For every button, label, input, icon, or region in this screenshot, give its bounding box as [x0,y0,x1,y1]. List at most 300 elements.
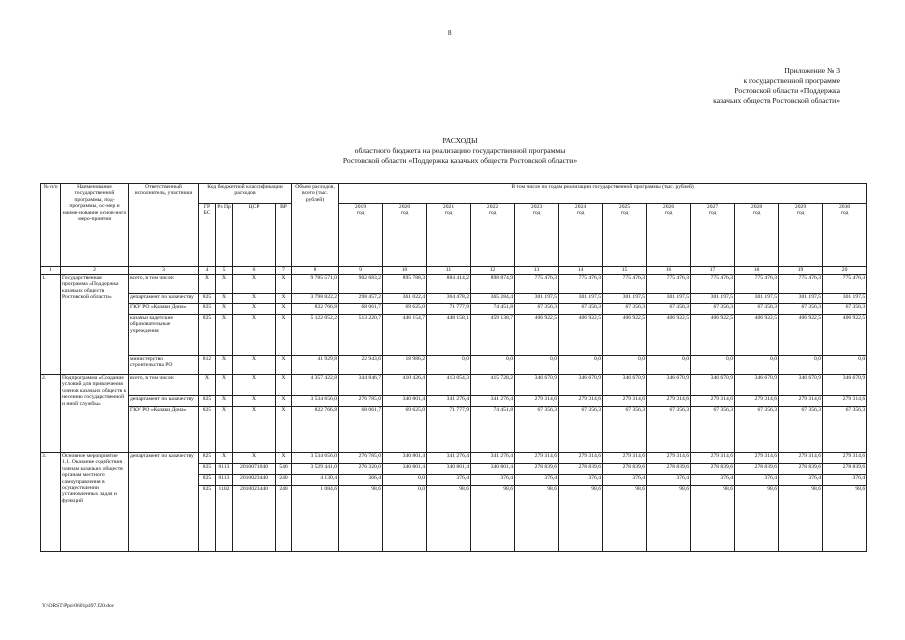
cell-year-value: 376,4 [603,475,647,486]
header-rzpr: Рз Пр [216,204,233,267]
cell-total: 5 122 052,2 [292,315,339,356]
cell-year-value: 775 476,3 [691,275,735,294]
cell-year-value: 0,0 [383,475,427,486]
column-index: 12 [471,267,515,275]
title-line: областного бюджета на реализацию государственной программы [354,146,566,155]
table-row [41,294,867,304]
appendix-line: казачьих обществ Ростовской области» [713,96,840,105]
cell-year-value: 346 670,9 [559,375,603,396]
cell-year-value: 301 197,5 [647,294,691,304]
column-index: 9 [339,267,383,275]
cell-year-value: 279 314,6 [603,396,647,407]
cell-year-value: 67 356,3 [691,407,735,453]
column-index: 10 [383,267,427,275]
column-index: 6 [233,267,276,275]
cell-vr: 240 [276,486,292,552]
cell-year-value: 279 314,6 [515,396,559,407]
year-number: 2024 [574,204,587,210]
cell-total: 9 785 571,0 [292,275,339,294]
cell-total: 3 534 656,0 [292,453,339,464]
cell-num: 2. [41,375,61,453]
cell-year-value: 415 728,2 [471,375,515,396]
cell-executor: департамент по казачеству [129,396,199,407]
column-index: 17 [691,267,735,275]
title-line: Ростовской области «Поддержка казачьих обществ Ростовской области» [342,156,578,165]
cell-year-value: 448 158,1 [427,315,471,356]
cell-year-value: 376,4 [691,475,735,486]
cell-rzpr: Х [216,315,233,356]
cell-csr: 2010071040 [233,464,276,475]
cell-year-value: 74 451,8 [471,407,515,453]
cell-grbs: 825 [199,407,216,453]
header-row [41,184,867,204]
cell-year-value: 0,0 [471,356,515,375]
cell-csr: Х [233,315,276,356]
table-row [41,315,867,356]
cell-year-value: 376,4 [779,475,823,486]
column-index: 7 [276,267,292,275]
cell-vr: Х [276,396,292,407]
cell-csr: Х [233,375,276,396]
document-title [250,136,670,166]
year-number: 2028 [750,204,763,210]
cell-year-value: 513 220,7 [339,315,383,356]
cell-year-value: 279 314,6 [603,453,647,464]
year-number: 2023 [530,204,543,210]
cell-year-value: 406 922,5 [559,315,603,356]
cell-year-value: 98,6 [471,486,515,552]
cell-year-value: 278 839,6 [691,464,735,475]
column-index: 1 [41,267,61,275]
cell-year-value: 98,6 [339,486,383,552]
cell-total: 3 798 822,2 [292,294,339,304]
cell-year-value: 346 670,9 [823,375,867,396]
column-index: 18 [735,267,779,275]
cell-year-value: 98,6 [559,486,603,552]
cell-total: 822 766,8 [292,407,339,453]
cell-year-value: 301 197,5 [823,294,867,304]
cell-year-value: 279 314,6 [515,453,559,464]
cell-vr: Х [276,375,292,396]
cell-grbs: 825 [199,396,216,407]
cell-year-value: 298 457,2 [339,294,383,304]
appendix-line: к государственной программе [743,76,840,85]
cell-year-value: 301 197,5 [691,294,735,304]
cell-year-value: 279 314,6 [691,453,735,464]
cell-year-value: 361 022,4 [383,294,427,304]
cell-rzpr: Х [216,396,233,407]
cell-year-value: 376,4 [559,475,603,486]
file-path-footer: Y:\ORST\Ppo\0601p497.f20.doc [42,603,115,609]
cell-year-value: 0,0 [779,356,823,375]
cell-year-value: 98,6 [427,486,471,552]
year-suffix: год [752,210,761,217]
cell-year-value: 346 670,9 [603,375,647,396]
header-csr: ЦСР [233,204,276,267]
header-year [779,204,823,267]
cell-year-value: 406 922,5 [823,315,867,356]
cell-num: 1. [41,275,61,375]
cell-year-value: 775 476,3 [735,275,779,294]
cell-csr: Х [233,453,276,464]
year-number: 2022 [486,204,499,210]
cell-year-value: 74 451,8 [471,304,515,315]
page-number: 8 [448,29,452,37]
cell-year-value: 98,6 [691,486,735,552]
cell-year-value: 67 356,3 [559,407,603,453]
column-index: 3 [129,267,199,275]
cell-year-value: 0,0 [427,356,471,375]
cell-csr: 2010023440 [233,475,276,486]
header-year [515,204,559,267]
cell-year-value: 278 839,6 [779,464,823,475]
column-index: 15 [603,267,647,275]
cell-year-value: 895 788,3 [383,275,427,294]
column-index: 14 [559,267,603,275]
cell-rzpr: 1102 [216,486,233,552]
cell-year-value: 279 314,6 [559,453,603,464]
cell-grbs: 825 [199,294,216,304]
column-index: 2 [61,267,129,275]
year-number: 2021 [442,204,455,210]
cell-vr: Х [276,356,292,375]
cell-year-value: 340 801,4 [383,396,427,407]
header-code: Код бюджетной классификации расходов [199,184,292,204]
cell-vr: 540 [276,464,292,475]
cell-year-value: 376,4 [647,475,691,486]
cell-executor: казачьи кадетские образовательные учреждения [129,315,199,356]
cell-total: 822 766,8 [292,304,339,315]
cell-grbs: 825 [199,315,216,356]
cell-grbs: Х [199,275,216,294]
cell-year-value: 341 276,4 [471,396,515,407]
cell-year-value: 0,0 [603,356,647,375]
cell-year-value: 279 314,6 [779,396,823,407]
header-year [647,204,691,267]
cell-vr: Х [276,275,292,294]
cell-rzpr: Х [216,304,233,315]
cell-year-value: 775 476,3 [603,275,647,294]
year-suffix: год [444,210,453,217]
cell-num: 3. [41,453,61,552]
table-row [41,304,867,315]
cell-year-value: 365 284,4 [471,294,515,304]
cell-grbs: 825 [199,475,216,486]
table-row [41,356,867,375]
cell-year-value: 376,4 [735,475,779,486]
header-num: № п/п [41,184,61,267]
year-number: 2030 [838,204,851,210]
cell-year-value: 346 670,9 [691,375,735,396]
cell-year-value: 278 839,6 [603,464,647,475]
cell-year-value: 0,0 [515,356,559,375]
cell-vr: 240 [276,475,292,486]
title-line: РАСХОДЫ [442,136,478,145]
cell-year-value: 406 922,5 [647,315,691,356]
cell-executor: министерство строительства РО [129,356,199,375]
appendix-line: Приложение № 3 [784,66,840,75]
cell-year-value: 898 874,9 [471,275,515,294]
cell-subprogram-name: Подпрограмма «Создание условий для привлечения членов казачьих обществ к несению государственной и иной службы» [61,375,129,453]
cell-year-value: 346 670,9 [647,375,691,396]
cell-year-value: 301 197,5 [603,294,647,304]
cell-year-value: 0,0 [823,356,867,375]
table-row [41,396,867,407]
cell-year-value: 459 138,7 [471,315,515,356]
cell-year-value: 67 356,3 [559,304,603,315]
cell-rzpr: Х [216,375,233,396]
cell-year-value: 67 356,3 [735,304,779,315]
cell-year-value: 279 314,6 [691,396,735,407]
year-suffix: год [796,210,805,217]
cell-year-value: 71 777,9 [427,304,471,315]
year-suffix: год [356,210,365,217]
header-year [471,204,515,267]
header-year [735,204,779,267]
cell-year-value: 68 061,7 [339,407,383,453]
cell-grbs: 825 [199,304,216,315]
cell-year-value: 68 061,7 [339,304,383,315]
cell-year-value: 67 356,3 [647,304,691,315]
column-index: 20 [823,267,867,275]
cell-year-value: 98,6 [779,486,823,552]
cell-csr: Х [233,396,276,407]
cell-year-value: 67 356,3 [603,407,647,453]
cell-year-value: 346 670,9 [735,375,779,396]
cell-year-value: 301 197,5 [735,294,779,304]
cell-year-value: 775 476,3 [647,275,691,294]
cell-rzpr: 0113 [216,464,233,475]
cell-rzpr: Х [216,453,233,464]
cell-vr: Х [276,294,292,304]
cell-csr: 2010023440 [233,486,276,552]
cell-year-value: 340 801,4 [383,464,427,475]
cell-year-value: 278 839,6 [647,464,691,475]
cell-year-value: 69 625,0 [383,407,427,453]
cell-year-value: 775 476,3 [823,275,867,294]
cell-vr: Х [276,315,292,356]
header-vr: ВР [276,204,292,267]
expenses-table [40,183,867,552]
cell-year-value: 98,6 [603,486,647,552]
cell-year-value: 67 356,3 [779,304,823,315]
cell-year-value: 301 197,5 [515,294,559,304]
cell-year-value: 279 314,6 [735,396,779,407]
cell-activity-name: Основное мероприятие 1.1. Оказание содействия членам казачьих обществ органам местного самоуправления в осуществлении установленных задач и функций [61,453,129,552]
cell-year-value: 406 922,5 [691,315,735,356]
header-year [559,204,603,267]
cell-year-value: 67 356,3 [515,407,559,453]
cell-year-value: 67 356,3 [603,304,647,315]
header-year [691,204,735,267]
cell-year-value: 340 801,4 [471,464,515,475]
year-suffix: год [532,210,541,217]
cell-executor: департамент по казачеству [129,453,199,552]
cell-rzpr: Х [216,275,233,294]
header-year [383,204,427,267]
cell-year-value: 406 922,5 [735,315,779,356]
column-index-row [41,267,867,275]
cell-rzpr: Х [216,407,233,453]
table-row [41,453,867,464]
cell-csr: Х [233,304,276,315]
header-year [427,204,471,267]
cell-executor: всего, в том числе: [129,375,199,396]
cell-csr: Х [233,407,276,453]
cell-year-value: 279 314,6 [779,453,823,464]
appendix-caption [640,66,840,106]
cell-year-value: 341 276,4 [427,396,471,407]
cell-csr: Х [233,356,276,375]
cell-year-value: 276 785,0 [339,453,383,464]
year-suffix: год [664,210,673,217]
cell-year-value: 278 839,6 [515,464,559,475]
year-suffix: год [620,210,629,217]
cell-year-value: 67 356,3 [515,304,559,315]
cell-grbs: 812 [199,356,216,375]
cell-year-value: 69 625,0 [383,304,427,315]
cell-rzpr: 0113 [216,475,233,486]
cell-year-value: 301 197,5 [779,294,823,304]
cell-total: 4 130,4 [292,475,339,486]
cell-year-value: 71 777,9 [427,407,471,453]
cell-rzpr: Х [216,356,233,375]
year-suffix: год [488,210,497,217]
header-total: Объем расходов, всего (тыс. рублей) [292,184,339,267]
cell-year-value: 98,6 [515,486,559,552]
column-index: 5 [216,267,233,275]
cell-year-value: 340 801,4 [427,464,471,475]
cell-year-value: 775 476,3 [779,275,823,294]
cell-year-value: 0,0 [691,356,735,375]
cell-year-value: 364 478,2 [427,294,471,304]
cell-vr: Х [276,407,292,453]
cell-year-value: 346 670,9 [779,375,823,396]
cell-year-value: 278 839,6 [559,464,603,475]
appendix-line: Ростовской области «Поддержка [734,86,840,95]
cell-year-value: 67 356,3 [779,407,823,453]
cell-year-value: 98,6 [735,486,779,552]
cell-year-value: 301 197,5 [559,294,603,304]
cell-year-value: 410 426,4 [383,375,427,396]
cell-year-value: 413 054,3 [427,375,471,396]
cell-year-value: 902 683,2 [339,275,383,294]
year-suffix: год [840,210,849,217]
cell-year-value: 279 314,6 [647,396,691,407]
cell-year-value: 376,4 [515,475,559,486]
year-number: 2027 [706,204,719,210]
cell-total: 3 529 441,0 [292,464,339,475]
cell-year-value: 775 476,3 [559,275,603,294]
cell-year-value: 346 670,9 [515,375,559,396]
cell-vr: Х [276,304,292,315]
column-index: 13 [515,267,559,275]
cell-year-value: 67 356,3 [647,407,691,453]
table-row [41,275,867,294]
cell-year-value: 67 356,3 [823,407,867,453]
column-index: 4 [199,267,216,275]
cell-year-value: 376,4 [427,475,471,486]
cell-year-value: 67 356,3 [691,304,735,315]
cell-csr: Х [233,275,276,294]
cell-year-value: 406 922,5 [603,315,647,356]
table-row [41,375,867,396]
cell-year-value: 775 476,3 [515,275,559,294]
cell-year-value: 376,4 [471,475,515,486]
cell-year-value: 344 846,7 [339,375,383,396]
header-years-caption: В том числе по годам реализации государственной программы (тыс. рублей) [339,184,867,204]
year-suffix: год [576,210,585,217]
table-row [41,407,867,453]
cell-year-value: 279 314,6 [559,396,603,407]
cell-grbs: 825 [199,453,216,464]
cell-year-value: 279 314,6 [823,453,867,464]
cell-year-value: 0,0 [735,356,779,375]
cell-grbs: Х [199,375,216,396]
header-year [603,204,647,267]
cell-year-value: 278 839,6 [823,464,867,475]
cell-executor: всего, в том числе: [129,275,199,294]
cell-year-value: 366,4 [339,475,383,486]
cell-year-value: 276 785,0 [339,396,383,407]
header-year [823,204,867,267]
cell-executor: ГКУ РО «Казаки Дона» [129,407,199,453]
cell-year-value: 278 839,6 [735,464,779,475]
cell-year-value: 276 320,0 [339,464,383,475]
cell-total: 3 534 656,0 [292,396,339,407]
column-index: 16 [647,267,691,275]
cell-year-value: 406 922,5 [515,315,559,356]
cell-year-value: 341 276,4 [471,453,515,464]
header-name: Наименование государственной программы, под-программы, ос-мер и наиме-нование основ-ного меро-приятия [61,184,129,267]
cell-year-value: 0,0 [647,356,691,375]
cell-csr: Х [233,294,276,304]
cell-year-value: 67 356,3 [735,407,779,453]
year-suffix: год [708,210,717,217]
cell-year-value: 341 276,4 [427,453,471,464]
cell-grbs: 825 [199,486,216,552]
cell-year-value: 279 314,6 [823,396,867,407]
column-index: 11 [427,267,471,275]
column-index: 8 [292,267,339,275]
cell-rzpr: Х [216,294,233,304]
cell-total: 4 357 422,8 [292,375,339,396]
cell-grbs: 825 [199,464,216,475]
cell-year-value: 98,6 [647,486,691,552]
column-index: 19 [779,267,823,275]
cell-year-value: 98,6 [823,486,867,552]
cell-year-value: 340 801,4 [383,453,427,464]
year-suffix: год [400,210,409,217]
cell-year-value: 18 986,2 [383,356,427,375]
cell-year-value: 279 314,6 [735,453,779,464]
header-grbs: ГР БС [199,204,216,267]
cell-year-value: 67 356,3 [823,304,867,315]
cell-program-name: Государственная программа «Поддержка казачьих обществ Ростовской области» [61,275,129,375]
year-number: 2029 [794,204,807,210]
cell-year-value: 376,4 [823,475,867,486]
cell-total: 1 084,6 [292,486,339,552]
cell-year-value: 406 922,5 [779,315,823,356]
year-number: 2025 [618,204,631,210]
cell-year-value: 279 314,6 [647,453,691,464]
cell-executor: ГКУ РО «Казаки Дона» [129,304,199,315]
header-year [339,204,383,267]
year-number: 2019 [354,204,367,210]
year-number: 2026 [662,204,675,210]
header-executor: Ответственный исполнитель, участники [129,184,199,267]
cell-year-value: 0,0 [383,486,427,552]
